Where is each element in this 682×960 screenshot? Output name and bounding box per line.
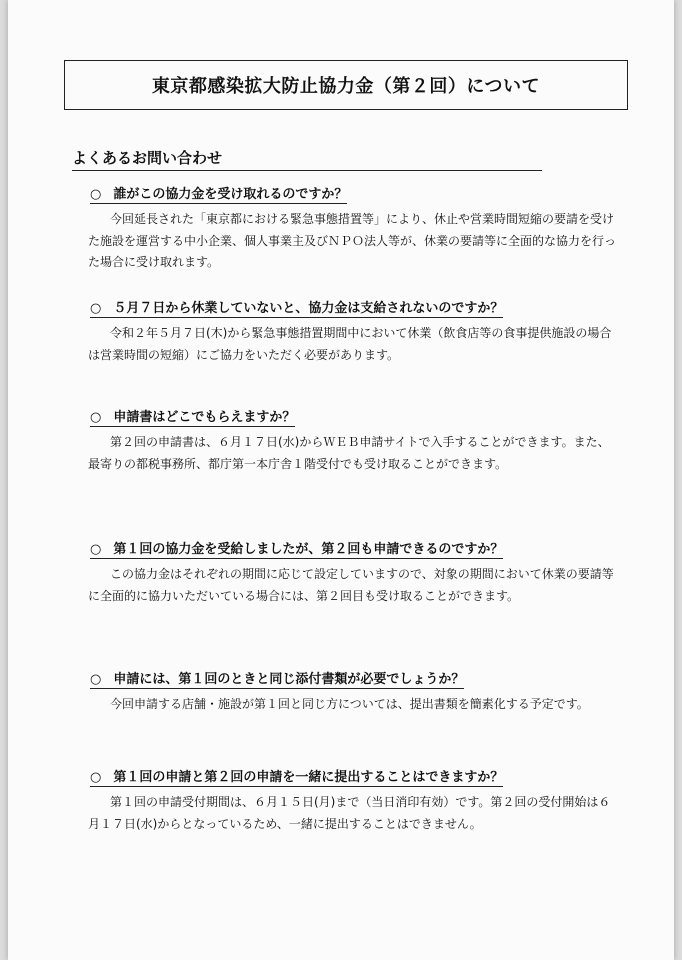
section-heading: よくあるお問い合わせ [72,147,542,171]
bullet-circle-icon: ○ [90,301,102,316]
faq-answer: 第２回の申請書は、６月１７日(水)からＷＥＢ申請サイトで入手することができます。また、最寄りの都税事務所、都庁第一本庁舎１階受付でも受け取ることができます。 [88,435,610,471]
document-title: 東京都感染拡大防止協力金（第２回）について [64,60,628,110]
faq-question [90,183,347,204]
faq-item [88,183,617,274]
faq-question-text: 第１回の協力金を受給しましたが、第２回も申請できるのですか？ [113,542,504,557]
faq-question-text: 誰がこの協力金を受け取れるのですか？ [113,187,348,202]
faq-answer: 令和２年５月７日(木)から緊急事態措置期間中において休業（飲食店等の食事提供施設の場合は営業時間の短縮）にご協力をいただく必要があります。 [88,326,612,362]
faq-item [90,766,610,835]
bullet-circle-icon: ○ [90,542,102,557]
faq-question [90,538,503,559]
bullet-circle-icon: ○ [90,770,102,785]
faq-question [90,668,464,689]
faq-item [90,406,610,475]
faq-answer: 今回延長された「東京都における緊急事態措置等」により、休止や営業時間短縮の要請を受けた施設を運営する中小企業、個人事業主及びＮＰＯ法人等が、休業の要請等に全面的な協力を行った場合に受け取れます。 [88,212,617,269]
faq-answer: 今回申請する店舗・施設が第１回と同じ方については、提出書類を簡素化する予定です。 [110,697,589,711]
faq-question-text: 申請書はどこでもらえますか？ [113,410,296,425]
faq-item [88,538,614,607]
bullet-circle-icon: ○ [90,187,102,202]
faq-question-text: ５月７日から休業していないと、協力金は支給されないのですか？ [113,301,504,316]
bullet-circle-icon: ○ [90,672,102,687]
faq-question-text: 申請には、第１回のときと同じ添付書類が必要でしょうか？ [113,672,465,687]
faq-item [90,668,610,716]
faq-question [90,406,295,427]
faq-item [90,297,610,366]
faq-question-text: 第１回の申請と第２回の申請を一緒に提出することはできますか？ [113,770,504,785]
document-page [8,0,674,960]
faq-answer: 第１回の申請受付期間は、６月１５日(月)まで（当日消印有効）です。第２回の受付開始は６月１７日(水)からとなっているため、一緒に提出することはできません。 [88,795,611,831]
faq-question [90,766,503,787]
bullet-circle-icon: ○ [90,410,102,425]
faq-question [90,297,503,318]
faq-answer: この協力金はそれぞれの期間に応じて設定していますので、対象の期間において休業の要請等に全面的に協力いただいている場合には、第２回目も受け取ることができます。 [88,567,614,603]
